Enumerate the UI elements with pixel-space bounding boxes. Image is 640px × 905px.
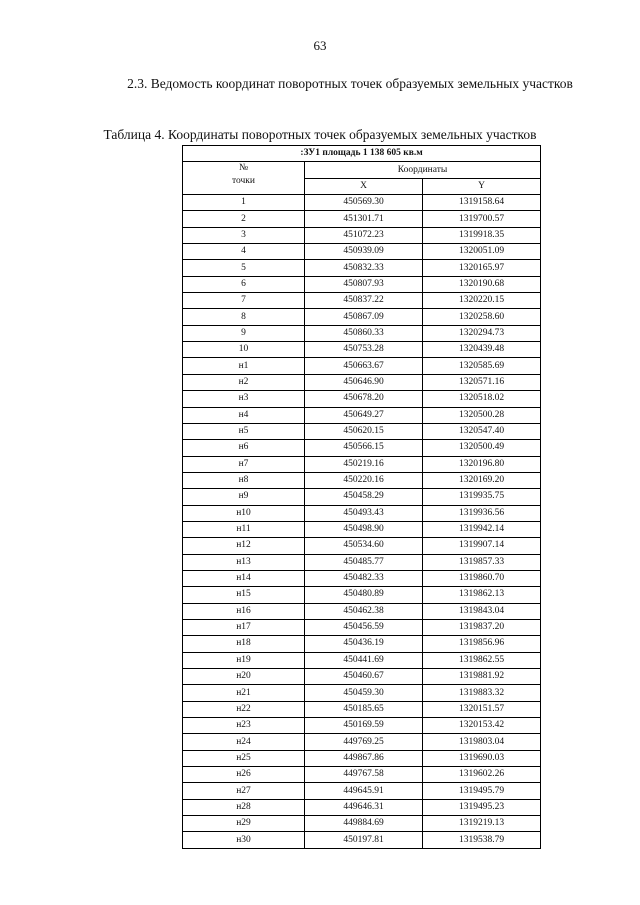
cell-x: 450837.22 [305,293,423,309]
cell-point: н4 [183,407,305,423]
table-body [183,195,541,849]
cell-point: н28 [183,799,305,815]
cell-point: н19 [183,652,305,668]
cell-x: 450663.67 [305,358,423,374]
cell-y: 1319862.13 [423,587,541,603]
table-row [183,816,541,832]
cell-y: 1320547.40 [423,423,541,439]
cell-point: н8 [183,472,305,488]
cell-point: н17 [183,619,305,635]
cell-point: н18 [183,636,305,652]
table-row [183,783,541,799]
table-row [183,669,541,685]
table-row [183,652,541,668]
cell-y: 1320294.73 [423,325,541,341]
cell-point: 4 [183,244,305,260]
cell-y: 1319538.79 [423,832,541,848]
cell-x: 450860.33 [305,325,423,341]
cell-point: н27 [183,783,305,799]
table-row [183,718,541,734]
cell-point: 7 [183,293,305,309]
cell-x: 450646.90 [305,374,423,390]
cell-x: 450441.69 [305,652,423,668]
cell-y: 1319495.79 [423,783,541,799]
table-row [183,554,541,570]
cell-y: 1319857.33 [423,554,541,570]
cell-point: н10 [183,505,305,521]
header-coordinates: Координаты [305,162,541,178]
table-row [183,309,541,325]
cell-x: 451072.23 [305,227,423,243]
cell-point: н16 [183,603,305,619]
cell-x: 449769.25 [305,734,423,750]
cell-x: 450832.33 [305,260,423,276]
cell-y: 1320151.57 [423,701,541,717]
cell-point: н15 [183,587,305,603]
table-row [183,603,541,619]
cell-x: 450620.15 [305,423,423,439]
cell-y: 1319936.56 [423,505,541,521]
cell-point: н2 [183,374,305,390]
cell-point: н5 [183,423,305,439]
cell-y: 1319907.14 [423,538,541,554]
table-row [183,244,541,260]
cell-y: 1319942.14 [423,521,541,537]
cell-x: 450939.09 [305,244,423,260]
table-row [183,538,541,554]
cell-y: 1319700.57 [423,211,541,227]
cell-point: н23 [183,718,305,734]
table-row [183,391,541,407]
cell-point: н1 [183,358,305,374]
cell-x: 449884.69 [305,816,423,832]
cell-y: 1319158.64 [423,195,541,211]
cell-point: 10 [183,342,305,358]
cell-point: н26 [183,767,305,783]
cell-x: 450458.29 [305,489,423,505]
cell-point: н25 [183,750,305,766]
table-row [183,619,541,635]
cell-x: 451301.71 [305,211,423,227]
cell-y: 1320169.20 [423,472,541,488]
cell-x: 449867.86 [305,750,423,766]
table-row [183,685,541,701]
header-y: Y [423,178,541,194]
section-title: 2.3. Ведомость координат поворотных точек образуемых земельных участков [127,76,573,91]
table-row [183,374,541,390]
cell-point: н21 [183,685,305,701]
table-row [183,832,541,848]
cell-point: н12 [183,538,305,554]
cell-x: 450569.30 [305,195,423,211]
cell-y: 1320220.15 [423,293,541,309]
cell-y: 1319495.23 [423,799,541,815]
table-row [183,767,541,783]
cell-point: 8 [183,309,305,325]
cell-point: 5 [183,260,305,276]
cell-x: 450753.28 [305,342,423,358]
cell-x: 450460.67 [305,669,423,685]
table-row [183,505,541,521]
table-caption: Таблица 4. Координаты поворотных точек образуемых земельных участков [103,127,537,142]
cell-y: 1320190.68 [423,276,541,292]
cell-x: 450456.59 [305,619,423,635]
table-row [183,521,541,537]
cell-x: 450220.16 [305,472,423,488]
plot-title-row [183,146,541,162]
table-row [183,407,541,423]
cell-x: 450482.33 [305,570,423,586]
table-row [183,276,541,292]
cell-x: 450197.81 [305,832,423,848]
cell-x: 450649.27 [305,407,423,423]
table-row [183,342,541,358]
cell-point: н30 [183,832,305,848]
cell-y: 1320585.69 [423,358,541,374]
cell-x: 450185.65 [305,701,423,717]
table-row [183,456,541,472]
cell-point: н14 [183,570,305,586]
cell-x: 450867.09 [305,309,423,325]
table-row [183,636,541,652]
cell-point: 6 [183,276,305,292]
cell-y: 1320439.48 [423,342,541,358]
cell-y: 1320500.28 [423,407,541,423]
cell-point: н20 [183,669,305,685]
cell-y: 1319219.13 [423,816,541,832]
page-number: 63 [313,38,327,53]
cell-y: 1320258.60 [423,309,541,325]
table-row [183,195,541,211]
cell-x: 449646.31 [305,799,423,815]
cell-y: 1319862.55 [423,652,541,668]
cell-x: 450436.19 [305,636,423,652]
cell-point: н9 [183,489,305,505]
cell-point: 2 [183,211,305,227]
table-row [183,472,541,488]
table-row [183,489,541,505]
cell-y: 1319837.20 [423,619,541,635]
coordinates-table [182,145,541,849]
cell-point: н29 [183,816,305,832]
header-x: X [305,178,423,194]
cell-point: н11 [183,521,305,537]
cell-x: 450485.77 [305,554,423,570]
cell-x: 450480.89 [305,587,423,603]
cell-point: н6 [183,440,305,456]
table-row [183,211,541,227]
table-row [183,701,541,717]
cell-y: 1320500.49 [423,440,541,456]
cell-y: 1319883.32 [423,685,541,701]
cell-point: 3 [183,227,305,243]
table-row [183,799,541,815]
cell-x: 450462.38 [305,603,423,619]
table-row [183,227,541,243]
cell-point: н13 [183,554,305,570]
table-row [183,570,541,586]
cell-point: н22 [183,701,305,717]
cell-y: 1320571.16 [423,374,541,390]
table-row [183,587,541,603]
header-row [183,162,541,178]
table-row [183,325,541,341]
cell-y: 1319918.35 [423,227,541,243]
plot-title: :ЗУ1 площадь 1 138 605 кв.м [183,146,541,162]
cell-point: 9 [183,325,305,341]
cell-y: 1320518.02 [423,391,541,407]
table-row [183,358,541,374]
cell-x: 450169.59 [305,718,423,734]
cell-x: 450678.20 [305,391,423,407]
table-row [183,423,541,439]
cell-y: 1319843.04 [423,603,541,619]
cell-point: 1 [183,195,305,211]
cell-y: 1320196.80 [423,456,541,472]
cell-x: 450493.43 [305,505,423,521]
cell-x: 449767.58 [305,767,423,783]
table-row [183,734,541,750]
cell-point: н24 [183,734,305,750]
header-point-number [183,162,305,195]
cell-y: 1319935.75 [423,489,541,505]
cell-y: 1319860.70 [423,570,541,586]
table-row [183,440,541,456]
cell-x: 449645.91 [305,783,423,799]
cell-y: 1319856.96 [423,636,541,652]
cell-x: 450498.90 [305,521,423,537]
cell-y: 1320051.09 [423,244,541,260]
cell-x: 450219.16 [305,456,423,472]
header-point-number-text: № точки [231,163,255,187]
cell-y: 1319690.03 [423,750,541,766]
cell-y: 1319881.92 [423,669,541,685]
cell-y: 1319602.26 [423,767,541,783]
table-row [183,293,541,309]
table-row [183,260,541,276]
cell-x: 450534.60 [305,538,423,554]
cell-y: 1320153.42 [423,718,541,734]
cell-x: 450459.30 [305,685,423,701]
cell-point: н7 [183,456,305,472]
cell-y: 1319803.04 [423,734,541,750]
cell-point: н3 [183,391,305,407]
cell-y: 1320165.97 [423,260,541,276]
cell-x: 450807.93 [305,276,423,292]
table-row [183,750,541,766]
cell-x: 450566.15 [305,440,423,456]
